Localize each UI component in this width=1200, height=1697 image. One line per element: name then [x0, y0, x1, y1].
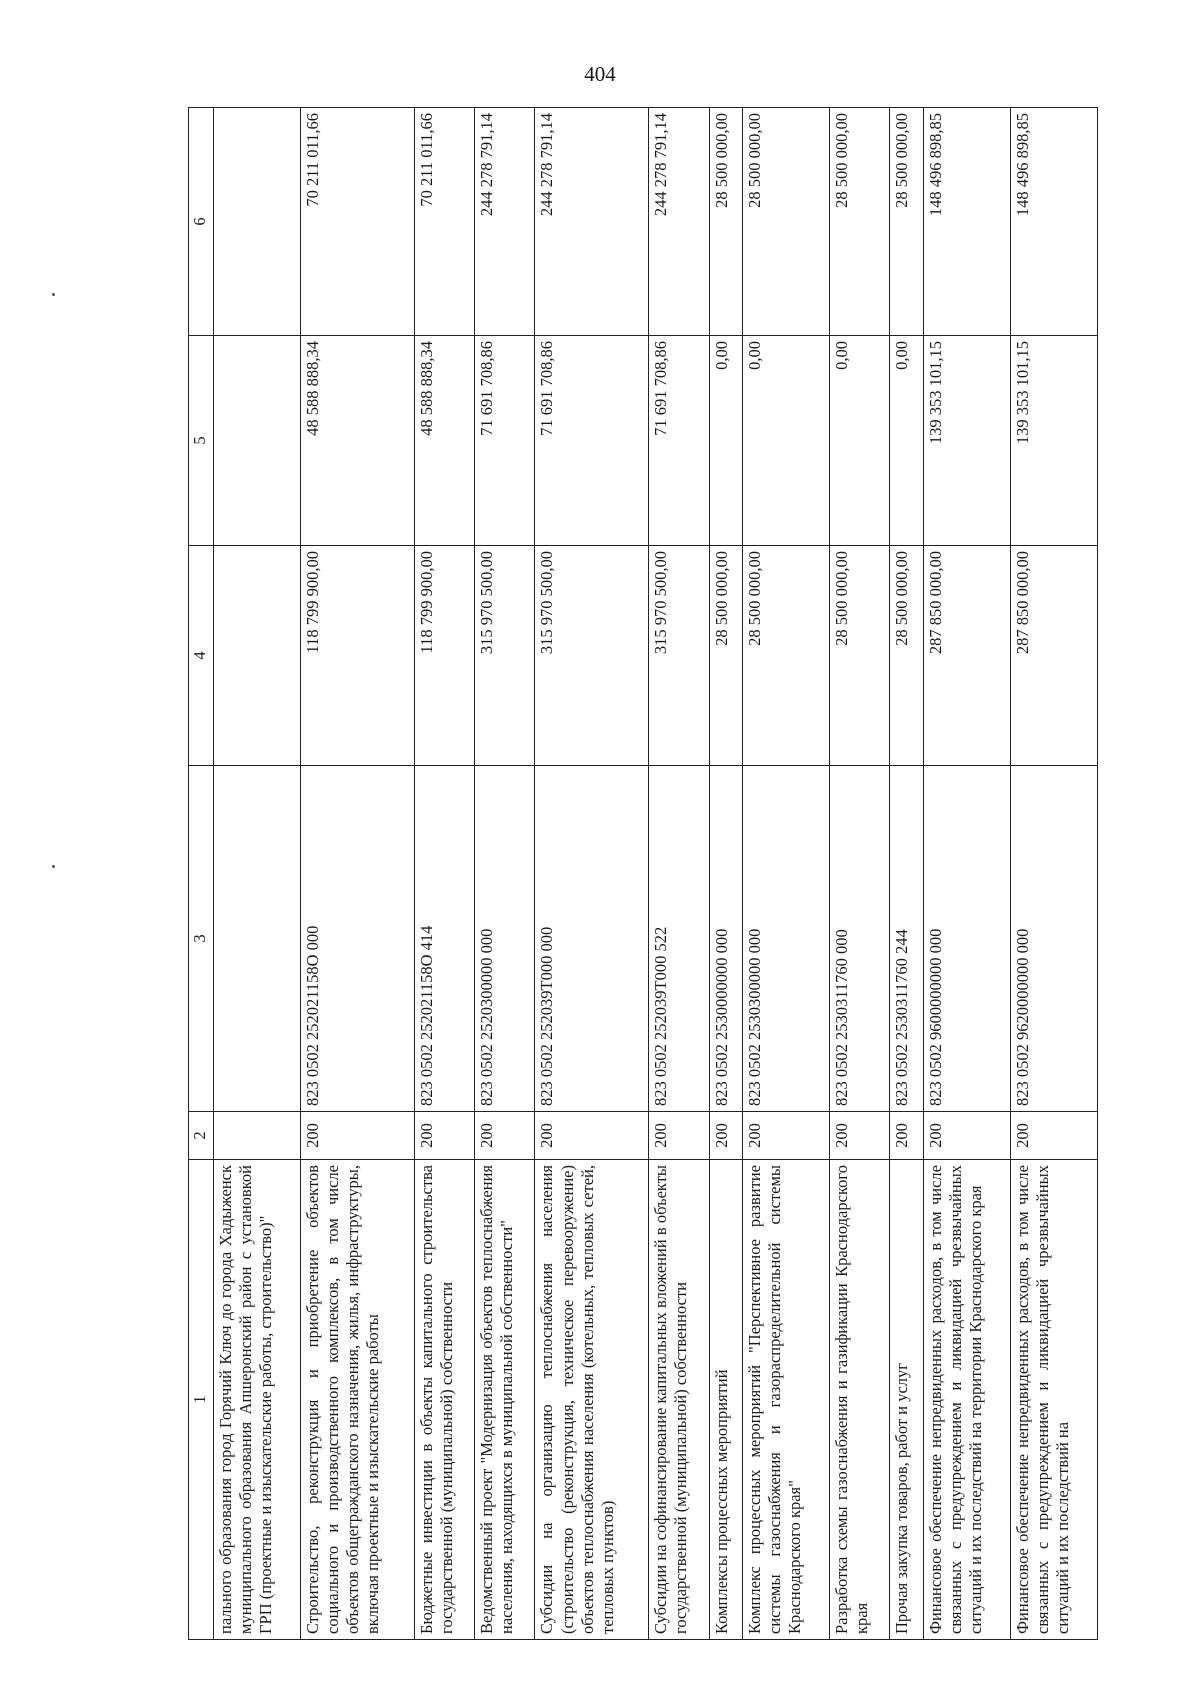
amount-col4-cell: 287 850 000,00: [1010, 546, 1097, 766]
budget-code-cell: 823 0502 2530311760 000: [830, 766, 890, 1112]
row-code-cell: 200: [301, 1112, 415, 1160]
amount-col4-cell: 28 500 000,00: [709, 546, 742, 766]
column-number-row: [189, 108, 214, 1640]
amount-col5-cell: 139 353 101,15: [923, 336, 1010, 546]
row-name-cell: Разработка схемы газоснабжения и газификации Краснодарского края: [830, 1160, 890, 1640]
amount-col6-cell: 28 500 000,00: [742, 108, 829, 336]
amount-col4-cell: 315 970 500,00: [475, 546, 535, 766]
table-row: [535, 108, 649, 1640]
table-row: [830, 108, 890, 1640]
amount-col6-cell: 244 278 791,14: [535, 108, 649, 336]
scan-speck: [52, 865, 55, 868]
row-code-cell: 200: [742, 1112, 829, 1160]
amount-col5-cell: [214, 336, 301, 546]
amount-col6-cell: 244 278 791,14: [475, 108, 535, 336]
table-row: [890, 108, 923, 1640]
column-header: 4: [189, 546, 214, 766]
row-name-cell: Прочая закупка товаров, работ и услуг: [890, 1160, 923, 1640]
amount-col5-cell: 48 588 888,34: [414, 336, 474, 546]
table-row: [649, 108, 709, 1640]
amount-col4-cell: 28 500 000,00: [830, 546, 890, 766]
row-name-cell: Ведомственный проект "Модернизация объектов теплоснабжения населения, находящихся в муниципальной собственности": [475, 1160, 535, 1640]
amount-col5-cell: 71 691 708,86: [535, 336, 649, 546]
amount-col5-cell: 0,00: [890, 336, 923, 546]
row-name-cell: Строительство, реконструкция и приобретение объектов социального и производственного комплексов, в том числе объектов общегражданского назначения, жилья, инфраструктуры, включая проектные и изыскательские работы: [301, 1160, 415, 1640]
row-name-cell: Комплексы процессных мероприятий: [709, 1160, 742, 1640]
budget-code-cell: 823 0502 2530000000 000: [709, 766, 742, 1112]
amount-col4-cell: 287 850 000,00: [923, 546, 1010, 766]
amount-col6-cell: 28 500 000,00: [830, 108, 890, 336]
budget-code-cell: 823 0502 9620000000 000: [1010, 766, 1097, 1112]
table-row: [742, 108, 829, 1640]
amount-col6-cell: [214, 108, 301, 336]
row-code-cell: 200: [535, 1112, 649, 1160]
row-code-cell: [214, 1112, 301, 1160]
amount-col5-cell: 48 588 888,34: [301, 336, 415, 546]
budget-code-cell: 823 0502 2530300000 000: [742, 766, 829, 1112]
amount-col4-cell: 28 500 000,00: [742, 546, 829, 766]
row-name-cell: Субсидии на организацию теплоснабжения населения (строительство (реконструкция, техническое перевооружение) объектов теплоснабжения населения (котельных, тепловых сетей, тепловых пунктов): [535, 1160, 649, 1640]
amount-col6-cell: 28 500 000,00: [890, 108, 923, 336]
amount-col4-cell: 118 799 900,00: [414, 546, 474, 766]
rotated-table-frame: [188, 108, 1098, 1640]
row-code-cell: 200: [475, 1112, 535, 1160]
page-number: 404: [584, 62, 616, 86]
amount-col6-cell: 70 211 011,66: [301, 108, 415, 336]
amount-col5-cell: 139 353 101,15: [1010, 336, 1097, 546]
row-name-cell: Комплекс процессных мероприятий "Перспективное развитие системы газоснабжения и газораспределительной системы Краснодарского края": [742, 1160, 829, 1640]
amount-col5-cell: 0,00: [830, 336, 890, 546]
scan-speck: [52, 293, 55, 296]
table-row: [923, 108, 1010, 1640]
budget-code-cell: 823 0502 252039Т000 522: [649, 766, 709, 1112]
row-name-cell: Финансовое обеспечение непредвиденных расходов, в том числе связанных с предупреждением и ликвидацией чрезвычайных ситуаций и их последствий на: [1010, 1160, 1097, 1640]
column-header: 2: [189, 1112, 214, 1160]
amount-col5-cell: 71 691 708,86: [649, 336, 709, 546]
column-header: 6: [189, 108, 214, 336]
amount-col4-cell: 28 500 000,00: [890, 546, 923, 766]
amount-col6-cell: 244 278 791,14: [649, 108, 709, 336]
row-code-cell: 200: [923, 1112, 1010, 1160]
budget-code-cell: 823 0502 252021158О 414: [414, 766, 474, 1112]
budget-code-cell: 823 0502 2520300000 000: [475, 766, 535, 1112]
table-row: [709, 108, 742, 1640]
table-row: [475, 108, 535, 1640]
table-row: [301, 108, 415, 1640]
row-name-cell: Субсидии на софинансирование капитальных вложений в объекты государственной (муниципальной) собственности: [649, 1160, 709, 1640]
amount-col4-cell: 315 970 500,00: [649, 546, 709, 766]
amount-col5-cell: 0,00: [742, 336, 829, 546]
amount-col6-cell: 148 496 898,85: [1010, 108, 1097, 336]
amount-col6-cell: 28 500 000,00: [709, 108, 742, 336]
column-header: 1: [189, 1160, 214, 1640]
budget-code-cell: 823 0502 9600000000 000: [923, 766, 1010, 1112]
amount-col5-cell: 0,00: [709, 336, 742, 546]
row-code-cell: 200: [1010, 1112, 1097, 1160]
table-row: [1010, 108, 1097, 1640]
amount-col4-cell: [214, 546, 301, 766]
row-name-cell: Бюджетные инвестиции в объекты капитального строительства государственной (муниципальной) собственности: [414, 1160, 474, 1640]
row-code-cell: 200: [414, 1112, 474, 1160]
budget-table: [188, 107, 1098, 1640]
row-name-cell: пального образования город Горячий Ключ до города Хадыженск муниципального образования Апшеронский район с установкой ГРП (проектные и изыскательские работы, строительство)": [214, 1160, 301, 1640]
budget-code-cell: 823 0502 2530311760 244: [890, 766, 923, 1112]
amount-col6-cell: 70 211 011,66: [414, 108, 474, 336]
column-header: 5: [189, 336, 214, 546]
row-code-cell: 200: [830, 1112, 890, 1160]
budget-code-cell: 823 0502 252021158О 000: [301, 766, 415, 1112]
budget-code-cell: [214, 766, 301, 1112]
row-name-cell: Финансовое обеспечение непредвиденных расходов, в том числе связанных с предупреждением и ликвидацией чрезвычайных ситуаций и их последствий на территории Краснодарского края: [923, 1160, 1010, 1640]
amount-col5-cell: 71 691 708,86: [475, 336, 535, 546]
table-row: [414, 108, 474, 1640]
amount-col4-cell: 118 799 900,00: [301, 546, 415, 766]
amount-col4-cell: 315 970 500,00: [535, 546, 649, 766]
budget-code-cell: 823 0502 252039Т000 000: [535, 766, 649, 1112]
table-body: [214, 108, 1098, 1640]
row-code-cell: 200: [709, 1112, 742, 1160]
row-code-cell: 200: [890, 1112, 923, 1160]
table-row: [214, 108, 301, 1640]
row-code-cell: 200: [649, 1112, 709, 1160]
landscape-table-wrapper: [188, 108, 1098, 1640]
amount-col6-cell: 148 496 898,85: [923, 108, 1010, 336]
column-header: 3: [189, 766, 214, 1112]
